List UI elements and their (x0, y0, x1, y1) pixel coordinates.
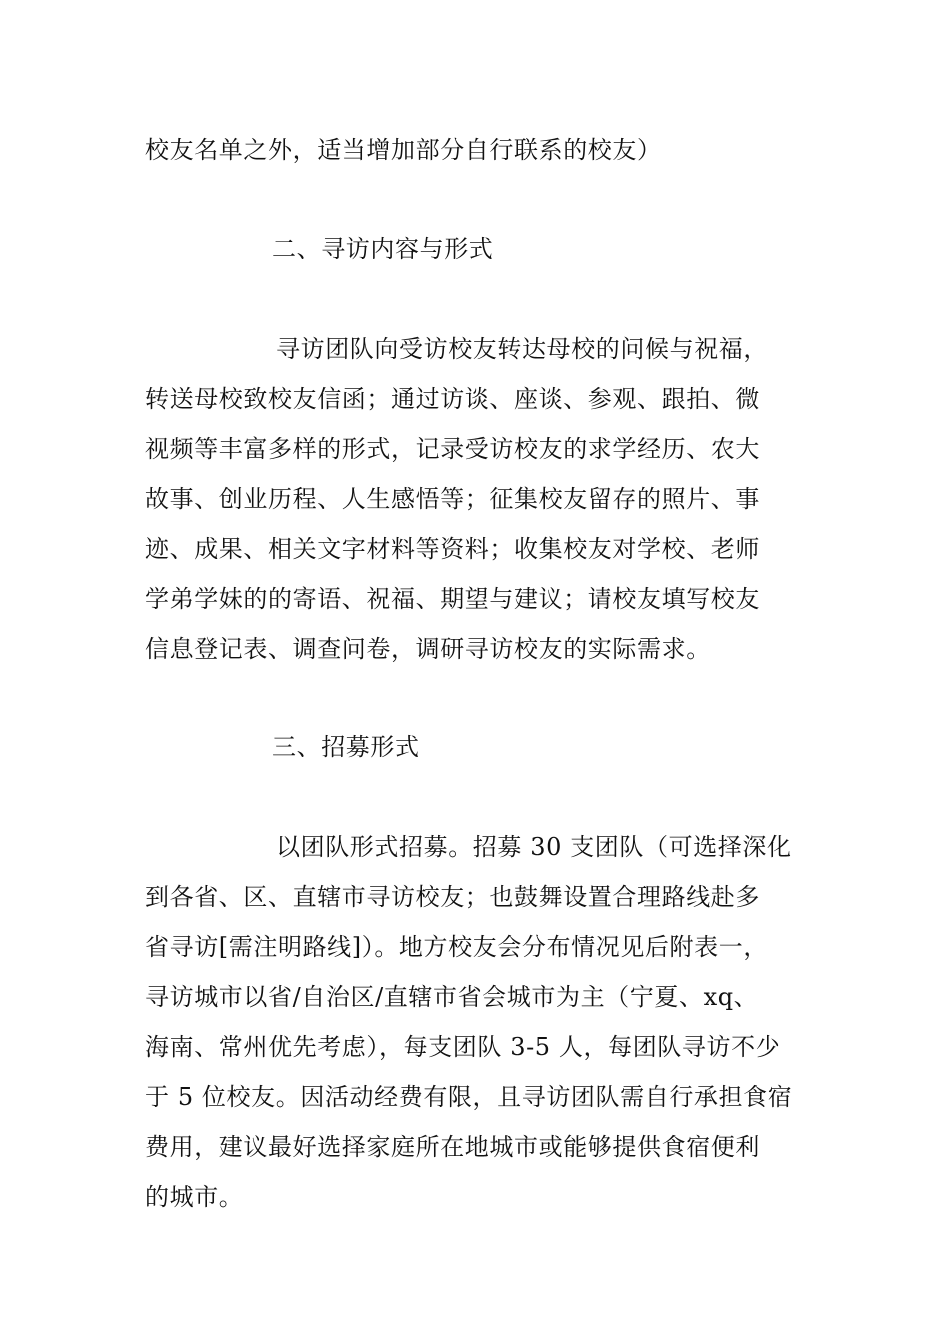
section-2-paragraph-line: 迹、成果、相关文字材料等资料；收集校友对学校、老师 (145, 535, 760, 563)
section-3-paragraph-line: 省寻访[需注明路线]）。地方校友会分布情况见后附表一， (145, 933, 768, 961)
section-2-paragraph-line: 转送母校致校友信函；通过访谈、座谈、参观、跟拍、微 (145, 385, 760, 413)
section-3-heading: 三、招募形式 (272, 733, 420, 761)
section-2-paragraph-line: 信息登记表、调查问卷，调研寻访校友的实际需求。 (145, 635, 711, 663)
section-3-paragraph-line: 于 5 位校友。因活动经费有限，且寻访团队需自行承担食宿 (145, 1083, 793, 1111)
section-3-paragraph-line: 费用，建议最好选择家庭所在地城市或能够提供食宿便利 (145, 1133, 760, 1161)
section-2-heading: 二、寻访内容与形式 (272, 235, 494, 263)
section-2-paragraph-line: 寻访团队向受访校友转达母校的问候与祝福， (276, 335, 768, 363)
section-3-paragraph-line: 寻访城市以省/自治区/直辖市省会城市为主（宁夏、xq、 (145, 983, 759, 1011)
section-2-paragraph-line: 视频等丰富多样的形式，记录受访校友的求学经历、农大 (145, 435, 760, 463)
section-2-paragraph-line: 学弟学妹的的寄语、祝福、期望与建议；请校友填写校友 (145, 585, 760, 613)
intro-line: 校友名单之外，适当增加部分自行联系的校友） (145, 136, 662, 164)
section-3-paragraph-line: 以团队形式招募。招募 30 支团队（可选择深化 (276, 833, 792, 861)
section-3-paragraph-line: 海南、常州优先考虑），每支团队 3-5 人，每团队寻访不少 (145, 1033, 781, 1061)
section-3-paragraph-line: 的城市。 (145, 1183, 244, 1211)
section-2-paragraph-line: 故事、创业历程、人生感悟等；征集校友留存的照片、事 (145, 485, 760, 513)
section-3-paragraph-line: 到各省、区、直辖市寻访校友；也鼓舞设置合理路线赴多 (145, 883, 760, 911)
